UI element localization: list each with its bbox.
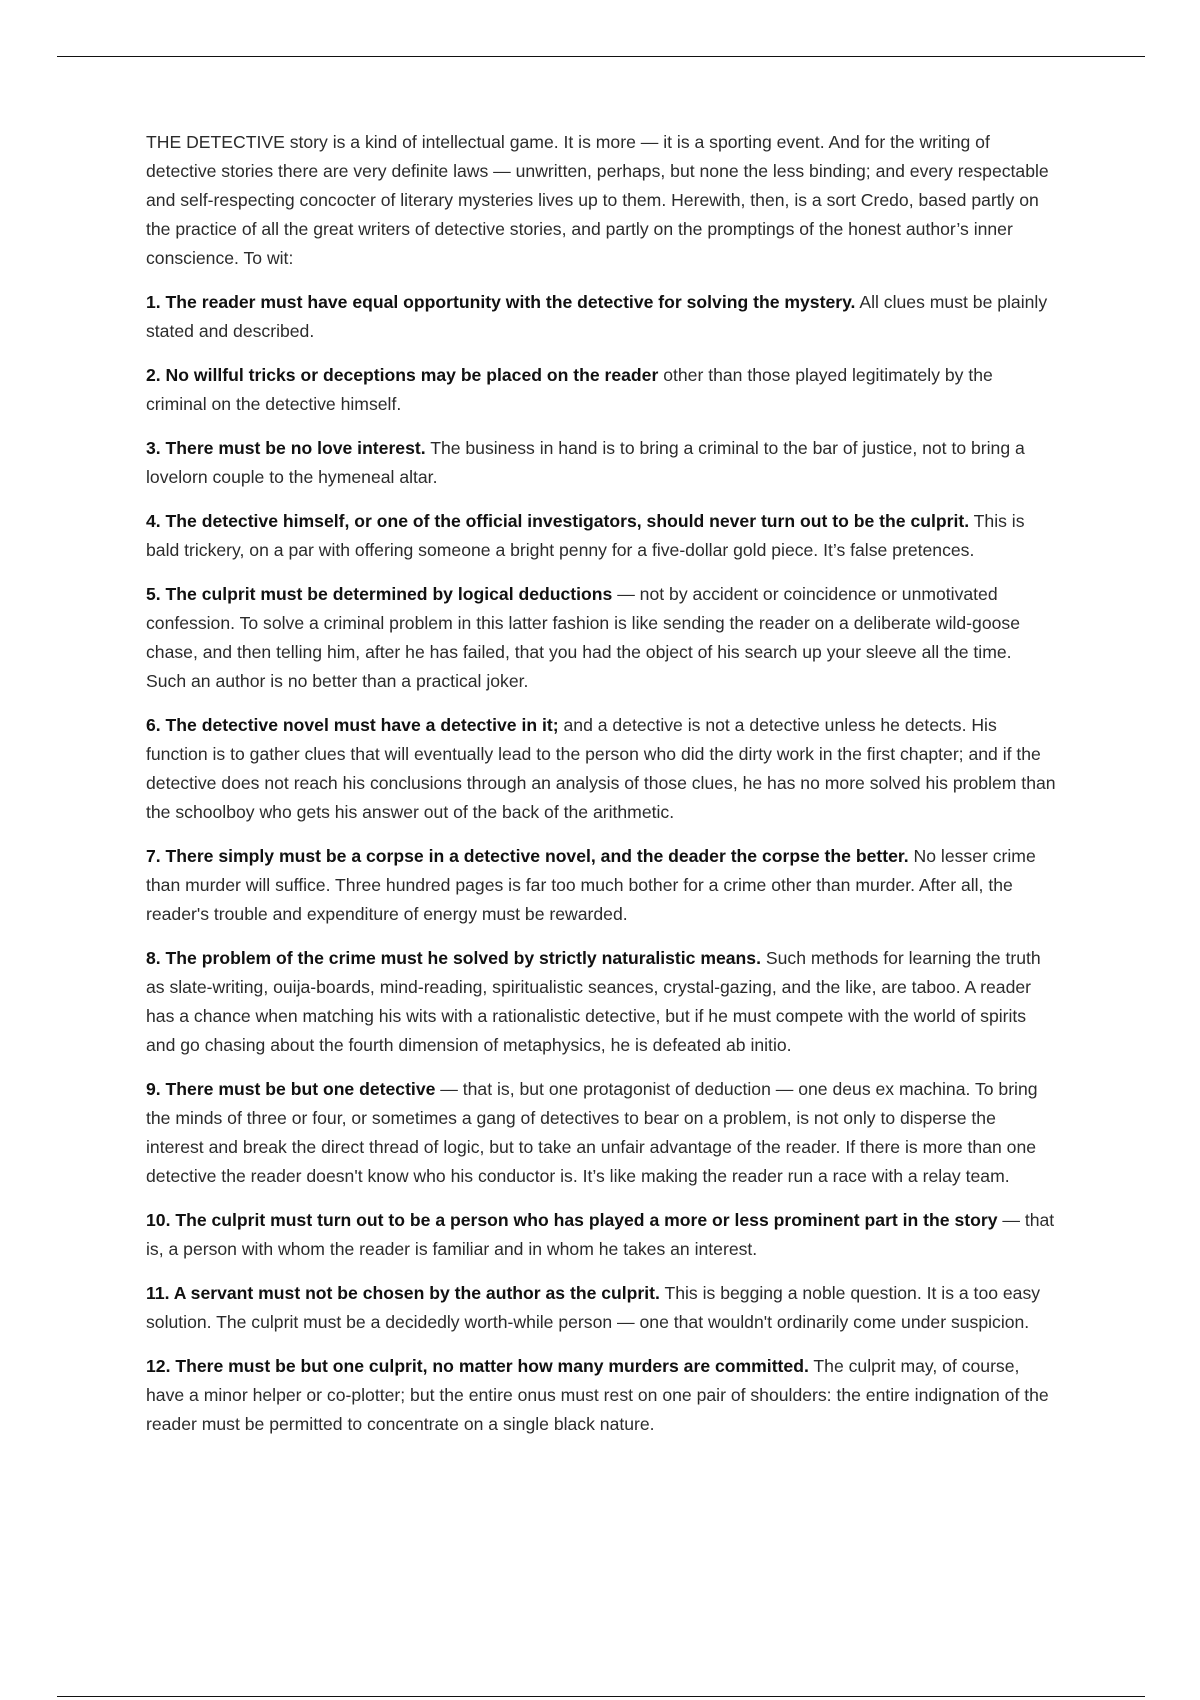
- rule-text: — that is, but one protagonist of deduction — one deus ex machina. To bring the minds of three or four, or sometimes a gang of detectives to bear on a problem, is not only to disperse the interest and break the direct thread of logic, but to take an unfair advantage of the reader. If there is more than one detective the reader doesn't know who his conductor is. It’s like making the reader run a race with a relay team.: [146, 1079, 1038, 1186]
- intro-paragraph: THE DETECTIVE story is a kind of intellectual game. It is more — it is a sporting event. And for the writing of detective stories there are very definite laws — unwritten, perhaps, but none the less binding; and every respectable and self-respecting concocter of literary mysteries lives up to them. Herewith, then, is a sort Credo, based partly on the practice of all the great writers of detective stories, and partly on the promptings of the honest author’s inner conscience. To wit:: [146, 132, 1049, 268]
- rule-heading: 1. The reader must have equal opportunity with the detective for solving the mystery.: [146, 292, 856, 312]
- rule-text: This is begging a noble question. It is a too easy solution. The culprit must be a decidedly worth-while person — one that wouldn't ordinarily come under suspicion.: [146, 1283, 1041, 1332]
- rule-text: This is bald trickery, on a par with offering someone a bright penny for a five-dollar gold piece. It’s false pretences.: [146, 511, 1025, 560]
- rule-paragraph: [146, 1279, 1056, 1337]
- rule-text: Such methods for learning the truth as slate-writing, ouija-boards, mind-reading, spiritualistic seances, crystal-gazing, and the like, are taboo. A reader has a chance when matching his wits with a rationalistic detective, but if he must compete with the world of spirits and go chasing about the fourth dimension of metaphysics, he is defeated ab initio.: [146, 948, 1041, 1055]
- rule-text: — that is, a person with whom the reader is familiar and in whom he takes an interest.: [146, 1210, 1055, 1259]
- document-body: [146, 128, 1056, 1454]
- rule-text: — not by accident or coincidence or unmotivated confession. To solve a criminal problem in this latter fashion is like sending the reader on a deliberate wild-goose chase, and then telling him, after he has failed, that you had the object of his search up your sleeve all the time. Such an author is no better than a practical joker.: [146, 584, 1020, 691]
- rule-paragraph: [146, 842, 1056, 929]
- rule-paragraph: [146, 944, 1056, 1060]
- rule-paragraph: [146, 711, 1056, 827]
- rule-paragraph: [146, 434, 1056, 492]
- rule-paragraph: [146, 1352, 1056, 1439]
- rule-text: and a detective is not a detective unless he detects. His function is to gather clues that will eventually lead to the person who did the dirty work in the first chapter; and if the detective does not reach his conclusions through an analysis of those clues, he has no more solved his problem than the schoolboy who gets his answer out of the back of the arithmetic.: [146, 715, 1056, 822]
- rule-heading: 3. There must be no love interest.: [146, 438, 426, 458]
- rule-heading: 8. The problem of the crime must he solved by strictly naturalistic means.: [146, 948, 761, 968]
- rule-paragraph: [146, 1075, 1056, 1191]
- rule-paragraph: [146, 1206, 1056, 1264]
- rule-text: No lesser crime than murder will suffice. Three hundred pages is far too much bother for a crime other than murder. After all, the reader's trouble and expenditure of energy must be rewarded.: [146, 846, 1036, 924]
- rule-paragraph: [146, 361, 1056, 419]
- rule-heading: 10. The culprit must turn out to be a person who has played a more or less prominent part in the story: [146, 1210, 998, 1230]
- rule-paragraph: [146, 507, 1056, 565]
- rule-text: All clues must be plainly stated and described.: [146, 292, 1048, 341]
- rule-text: other than those played legitimately by the criminal on the detective himself.: [146, 365, 993, 414]
- rule-heading: 2. No willful tricks or deceptions may be placed on the reader: [146, 365, 659, 385]
- rule-heading: 11. A servant must not be chosen by the author as the culprit.: [146, 1283, 660, 1303]
- rule-heading: 4. The detective himself, or one of the official investigators, should never turn out to be the culprit.: [146, 511, 970, 531]
- top-rule: [57, 56, 1145, 57]
- rule-heading: 7. There simply must be a corpse in a detective novel, and the deader the corpse the better.: [146, 846, 909, 866]
- rule-heading: 9. There must be but one detective: [146, 1079, 436, 1099]
- rule-text: The business in hand is to bring a criminal to the bar of justice, not to bring a lovelorn couple to the hymeneal altar.: [146, 438, 1025, 487]
- rule-text: The culprit may, of course, have a minor helper or co-plotter; but the entire onus must rest on one pair of shoulders: the entire indignation of the reader must be permitted to concentrate on a single black nature.: [146, 1356, 1049, 1434]
- rule-heading: 12. There must be but one culprit, no matter how many murders are committed.: [146, 1356, 809, 1376]
- rule-paragraph: [146, 288, 1056, 346]
- rule-paragraph: [146, 580, 1056, 696]
- rule-heading: 5. The culprit must be determined by logical deductions: [146, 584, 613, 604]
- rule-heading: 6. The detective novel must have a detective in it;: [146, 715, 559, 735]
- bottom-rule: [57, 1696, 1145, 1697]
